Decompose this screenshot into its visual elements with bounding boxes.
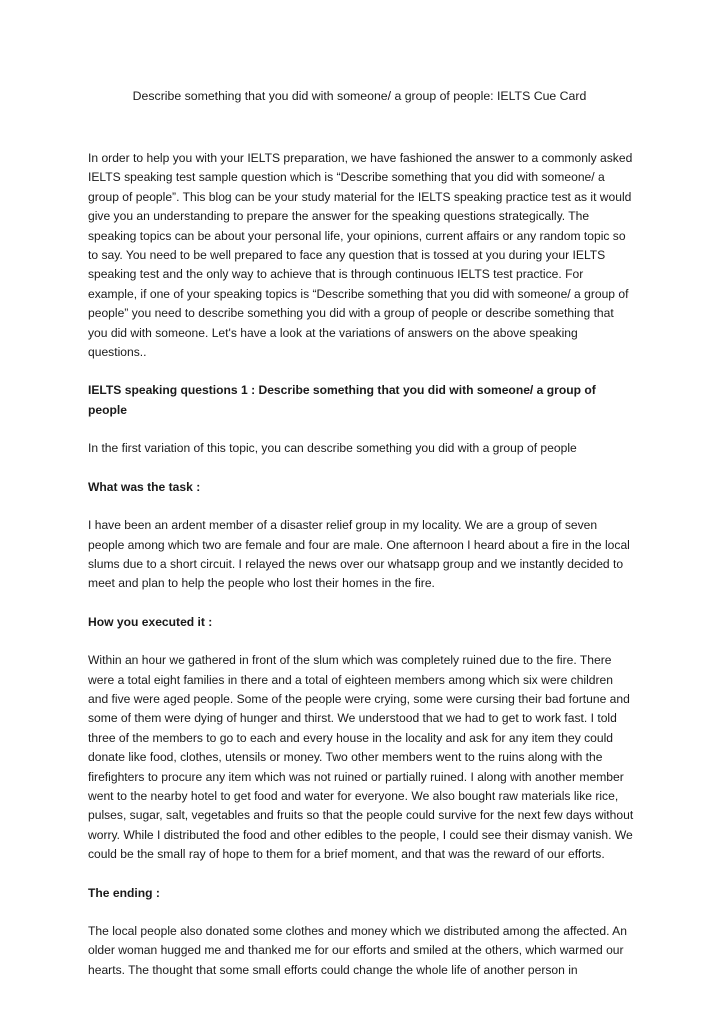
section-heading-execution: How you executed it : (88, 614, 213, 629)
document-title: Describe something that you did with someone/ a group of people: IELTS Cue Card (132, 89, 587, 103)
intro-paragraph: In order to help you with your IELTS preparation, we have fashioned the answer to a commonly asked IELTS speaking test sample question which is “Describe something that you did with someone/ a group of people”. This blog can be your study material for the IELTS speaking practice test as it would give you an understanding to prepare the answer for the speaking questions strategically. The speaking topics can be about your personal life, your opinions, current affairs or any random topic so to say. You need to be well prepared to face any question that is tossed at you during your IELTS speaking test and the only way to achieve that is through continuous IELTS test practice. For example, if one of your speaking topics is “Describe something that you did with someone/ a group of people” you need to describe something you did with a group of people or describe something that you did with someone. Let's have a look at the variations of answers on the above speaking questions.. (88, 151, 633, 360)
variation-intro-paragraph: In the first variation of this topic, you can describe something you did with a group of people (88, 441, 577, 456)
execution-paragraph: Within an hour we gathered in front of the slum which was completely ruined due to the fire. There were a total eight families in there and a total of eighteen members among which six were children and five were aged people. Some of the people were crying, some were cursing their bad fortune and some of them were dying of hunger and thirst. We understood that we had to get to work fast. I told three of the members to go to each and every house in the locality and ask for any item they could donate like food, clothes, utensils or money. Two other members went to the ruins along with the firefighters to procure any item which was not ruined or partially ruined. I along with another member went to the nearby hotel to get food and water for everyone. We also bought raw materials like rice, pulses, sugar, salt, vegetables and fruits so that the people could survive for the next few days without worry. While I distributed the food and other edibles to the people, I could see their dismay vanish. We could be the small ray of hope to them for a brief moment, and that was the reward of our efforts. (88, 653, 634, 862)
ending-paragraph: The local people also donated some clothes and money which we distributed among the affected. An older woman hugged me and thanked me for our efforts and smiled at the others, which warmed our hearts. The thought that some small efforts could change the whole life of another person in (88, 924, 627, 977)
section-heading-ending: The ending : (88, 885, 160, 900)
document-body (88, 149, 635, 999)
task-paragraph: I have been an ardent member of a disaster relief group in my locality. We are a group of seven people among which two are female and four are male. One afternoon I heard about a fire in the local slums due to a short circuit. I relayed the news over our whatsapp group and we instantly decided to meet and plan to help the people who lost their homes in the fire. (88, 518, 630, 591)
section-heading-question-1: IELTS speaking questions 1 : Describe something that you did with someone/ a group of people (88, 383, 596, 417)
section-heading-task: What was the task : (88, 479, 201, 494)
